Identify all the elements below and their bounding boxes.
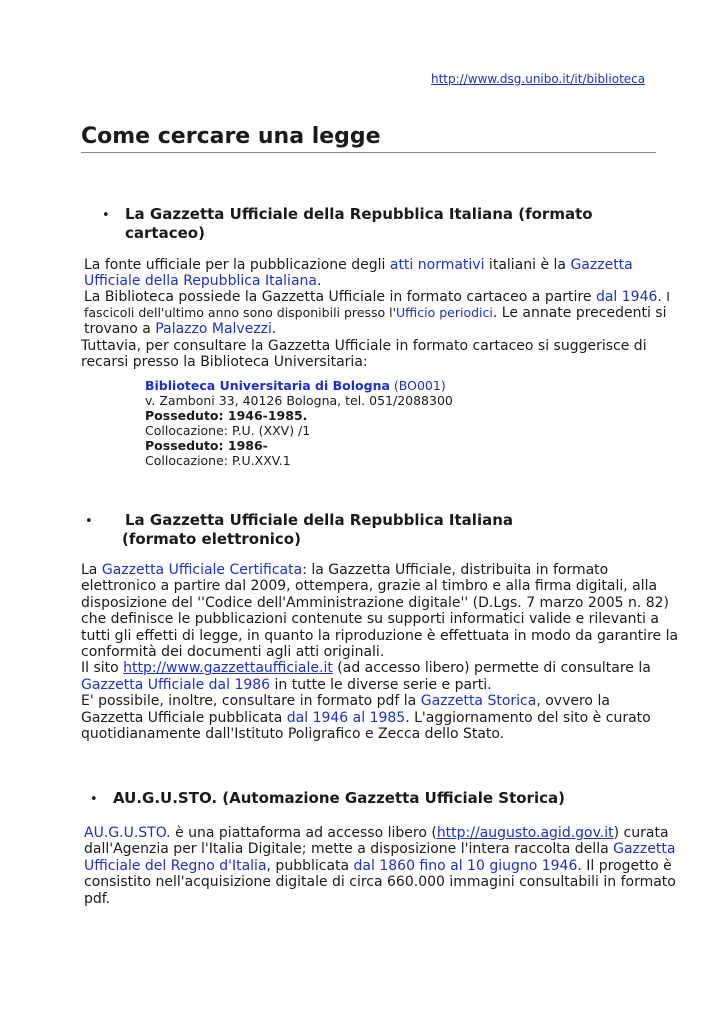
- gazzetta-storica-link[interactable]: Gazzetta Storica: [420, 693, 537, 710]
- sec1-line: fascicoli dell'ultimo anno sono disponibili presso l'Ufficio periodici. Le annate precedenti si: [84, 305, 667, 321]
- augusto-link[interactable]: AU.G.U.STO.: [84, 825, 171, 841]
- gazzettaufficiale-url-link[interactable]: http://www.gazzettaufficiale.it: [123, 660, 333, 677]
- sec1-line: La Biblioteca possiede la Gazzetta Ufficiale in formato cartaceo a partire dal 1946. I: [84, 289, 670, 305]
- gazzetta-regno-link-cont[interactable]: Ufficiale del Regno d'Italia: [84, 857, 267, 874]
- bullet-icon: •: [102, 208, 110, 223]
- sec1-line: Ufficiale della Repubblica Italiana.: [84, 273, 322, 289]
- gazzetta-certificata-link[interactable]: Gazzetta Ufficiale Certificata: [101, 562, 303, 578]
- ufficio-periodici-link[interactable]: Ufficio periodici: [396, 305, 493, 320]
- gazzetta-dal-1986-link[interactable]: Gazzetta Ufficiale dal 1986: [81, 676, 271, 693]
- sec2-paragraph: La Gazzetta Ufficiale Certificata: la Gazzetta Ufficiale, distribuita in formato elettronico a partire dal 2009, ottempera, grazie al timbro e alla firma digitali, alla disposizione del ''Codice dell'Amministrazione digitale'' (D.Lgs. 7 marzo 2005 n. 82) che definisce le pubblicazioni contenute su supporti informatici valide e rilevanti a tutti gli effetti di legge, in quanto la riproduzione è effettuata in modo da garantire la conformità dei documenti agli atti originali. Il sito http://www.gazzettaufficiale.it (ad accesso libero) permette di consultare la Gazzetta Ufficiale dal 1986 in tutte le diverse serie e parti. E' possibile, inoltre, consultare in formato pdf la Gazzetta Storica, ovvero la Gazzetta Ufficiale pubblicata dal 1946 al 1985. L'aggiornamento del sito è curato quotidianamente dall'Istituto Poligrafico e Zecca dello Stato.: [81, 562, 679, 743]
- sec1-line: trovano a Palazzo Malvezzi.: [84, 321, 277, 337]
- atti-normativi-link[interactable]: atti normativi: [389, 257, 485, 273]
- bullet-icon: •: [85, 514, 93, 529]
- gazzetta-ufficiale-link[interactable]: Gazzetta: [570, 257, 633, 273]
- section1-heading: La Gazzetta Ufficiale della Repubblica Italiana (formato cartaceo): [125, 205, 593, 242]
- gazzetta-ufficiale-link-cont[interactable]: Ufficiale della Repubblica Italiana: [84, 273, 317, 289]
- section3-heading: AU.G.U.STO. (Automazione Gazzetta Ufficiale Storica): [113, 789, 565, 807]
- bullet-icon: •: [90, 792, 98, 807]
- sec1-line: Tuttavia, per consultare la Gazzetta Ufficiale in formato cartaceo si suggerisce di: [81, 338, 647, 354]
- palazzo-malvezzi-link[interactable]: Palazzo Malvezzi: [155, 321, 272, 337]
- section2-heading: La Gazzetta Ufficiale della Repubblica Italiana (formato elettronico): [122, 511, 514, 548]
- sec1-line: La fonte ufficiale per la pubblicazione degli atti normativi italiani è la Gazzetta: [84, 257, 633, 273]
- augusto-url-link[interactable]: http://augusto.agid.gov.it: [436, 825, 614, 841]
- header-url-link[interactable]: http://www.dsg.unibo.it/it/biblioteca: [431, 72, 646, 86]
- library-name-link[interactable]: Biblioteca Universitaria di Bologna: [145, 378, 390, 393]
- dal-1946-link[interactable]: dal 1946: [595, 289, 658, 305]
- sec1-line: recarsi presso la Biblioteca Universitaria:: [81, 354, 368, 370]
- page-title: Come cercare una legge: [81, 124, 381, 149]
- sec3-paragraph: AU.G.U.STO. è una piattaforma ad accesso libero (http://augusto.agid.gov.it) curata dall'Agenzia per l'Italia Digitale; mette a disposizione l'intera raccolta della Gazzetta Ufficiale del Regno d'Italia, pubblicata dal 1860 fino al 10 giugno 1946. Il progetto è consistito nell'acquisizione digitale di circa 660.000 immagini consultabili in formato pdf.: [84, 825, 676, 907]
- title-divider: [81, 152, 656, 153]
- library-info: Biblioteca Universitaria di Bologna (BO001) v. Zamboni 33, 40126 Bologna, tel. 051/2088300 Posseduto: 1946-1985. Collocazione: P.U. (XXV) /1 Posseduto: 1986- Collocazione: P.U.XXV.1: [145, 378, 453, 468]
- dal-1860-link[interactable]: dal 1860 fino al 10 giugno 1946: [353, 857, 578, 874]
- dal-1946-al-1985-link[interactable]: dal 1946 al 1985: [286, 709, 406, 726]
- gazzetta-regno-link[interactable]: Gazzetta: [613, 841, 676, 858]
